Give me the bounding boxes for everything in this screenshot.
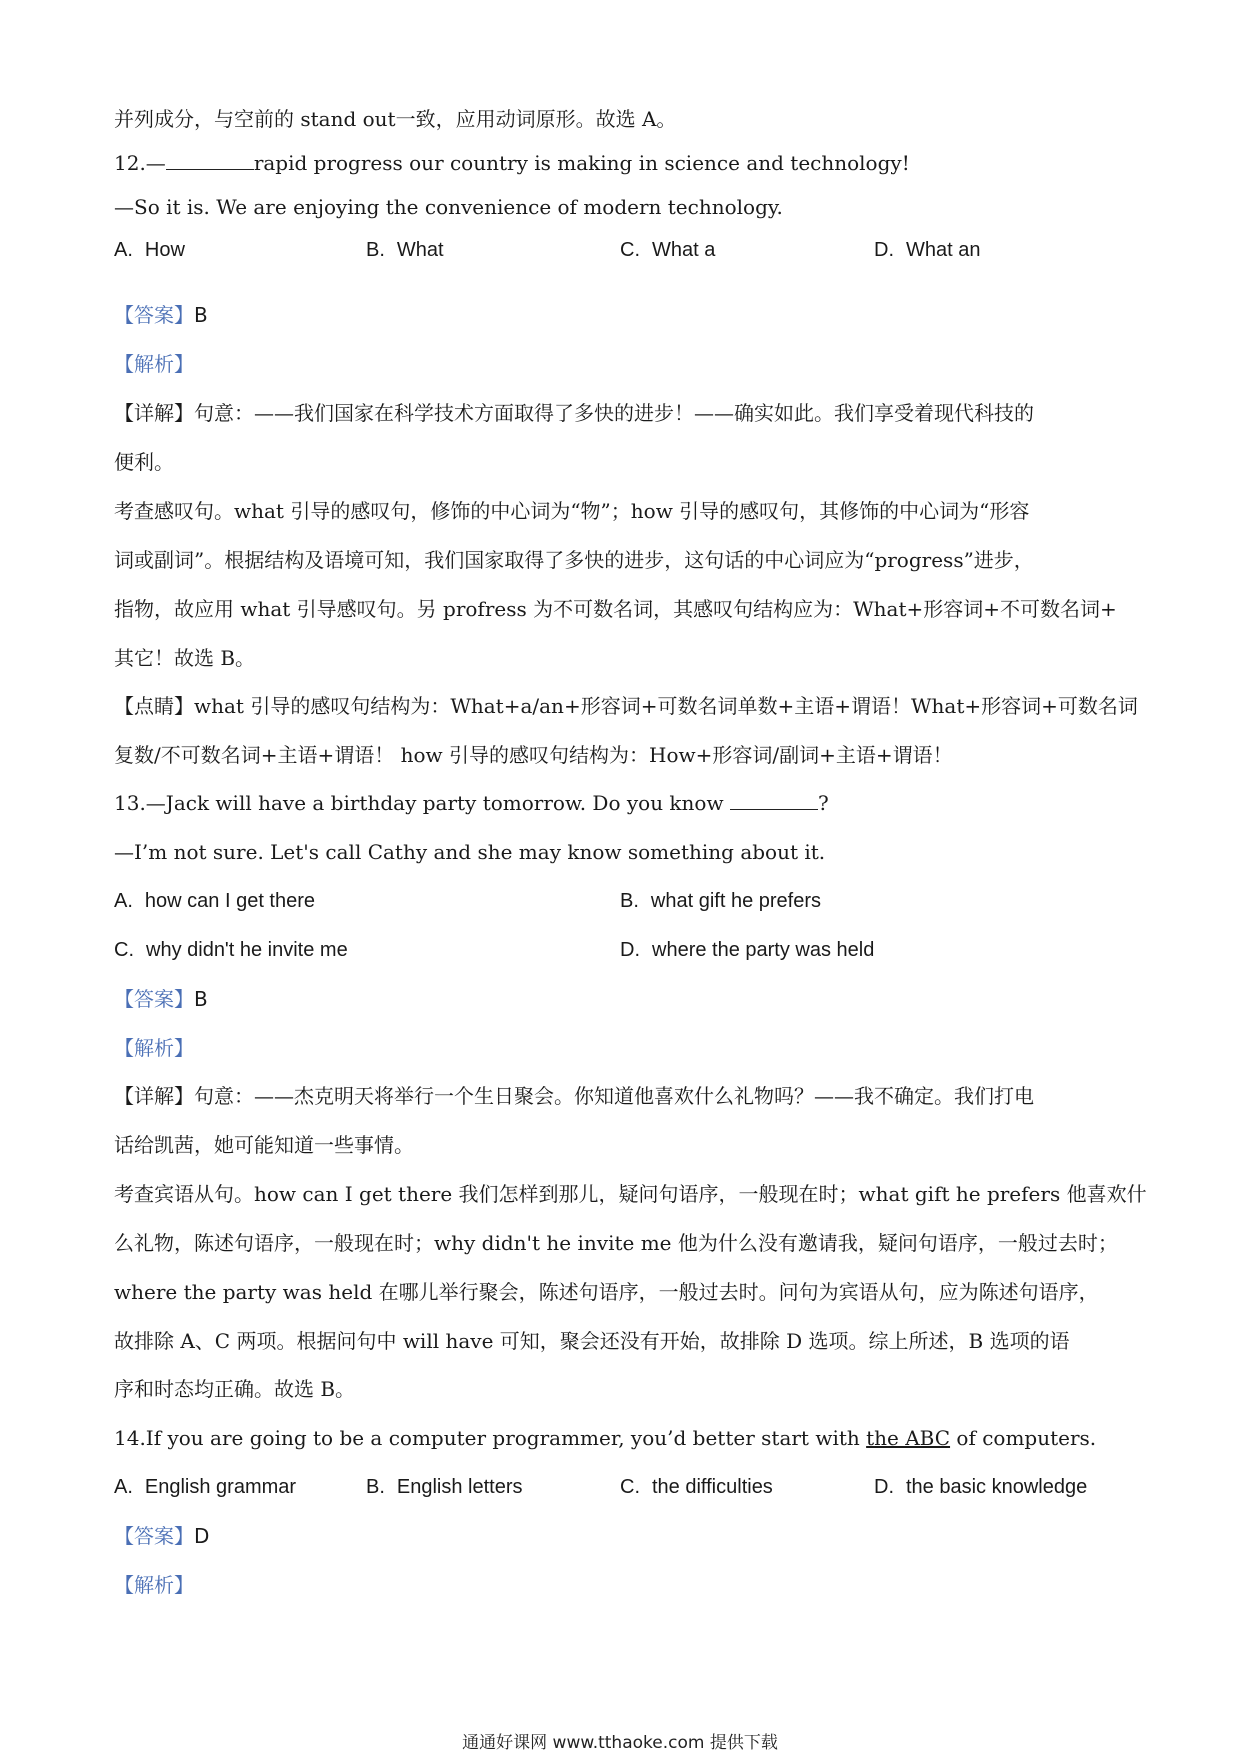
text-line: 并列成分，与空前的 stand out一致，应用动词原形。故选 A。 <box>114 107 677 131</box>
text-line: 其它！故选 B。 <box>114 646 256 670</box>
question-number: 12.— <box>114 151 166 175</box>
q12-detail: 【详解】句意：——我们国家在科学技术方面取得了多快的进步！——确实如此。我们享受着现代科技的 <box>114 401 1034 425</box>
q12-answer <box>114 301 1134 329</box>
answer-blank <box>730 791 818 810</box>
q13-option-a: A. how can I get there <box>114 890 316 912</box>
q14-option-b: B. English letters <box>366 1476 523 1498</box>
q12-option-d: D. What an <box>874 239 981 261</box>
detail-tag: 【详解】 <box>114 401 194 425</box>
text-line: 指物，故应用 what 引导感叹句。另 profress 为不可数名词，其感叹句结构应为：What+形容词+不可数名词+ <box>114 597 1117 621</box>
text-line: 词或副词”。根据结构及语境可知，我们国家取得了多快的进步，这句话的中心词应为“progress”进步， <box>114 548 1034 572</box>
underlined-phrase: the ABC <box>866 1426 951 1450</box>
answer-value: D <box>194 1524 210 1548</box>
q13-detail: 【详解】句意：——杰克明天将举行一个生日聚会。你知道他喜欢什么礼物吗？——我不确定。我们打电 <box>114 1084 1034 1108</box>
question-text: rapid progress our country is making in science and technology! <box>253 151 910 175</box>
q12-option-c: C. What a <box>620 239 716 261</box>
q12-option-b: B. What <box>366 239 444 261</box>
q14-option-a: A. English grammar <box>114 1476 297 1498</box>
text-line: 话给凯茜，她可能知道一些事情。 <box>114 1133 414 1157</box>
analysis-tag: 【解析】 <box>114 352 194 376</box>
detail-tag: 【详解】 <box>114 1084 194 1108</box>
analysis-tag: 【解析】 <box>114 1573 194 1597</box>
q14-analysis <box>114 1571 1134 1599</box>
q13-answer <box>114 985 1134 1013</box>
analysis-tag: 【解析】 <box>114 1036 194 1060</box>
text-line: where the party was held 在哪儿举行聚会，陈述句语序，一般过去时。问句为宾语从句，应为陈述句语序， <box>114 1280 1099 1304</box>
page-footer: 通通好课网 www.tthaoke.com 提供下载 <box>462 1733 778 1753</box>
answer-value: B <box>194 303 208 327</box>
q12-analysis <box>114 350 1134 378</box>
answer-tag: 【答案】 <box>114 303 194 327</box>
q12-option-a: A. How <box>114 239 185 261</box>
text-line: 故排除 A、C 两项。根据问句中 will have 可知，聚会还没有开始，故排除 D 选项。综上所述，B 选项的语 <box>114 1329 1070 1353</box>
q13-analysis <box>114 1034 1134 1062</box>
tip-tag: 【点睛】 <box>114 694 194 718</box>
question-13: 13.—Jack will have a birthday party tomorrow. Do you know ? <box>114 791 829 815</box>
question-text: 14.If you are going to be a computer programmer, you’d better start with <box>114 1426 867 1450</box>
q13-option-d: D. where the party was held <box>620 939 875 961</box>
question-14: 14.If you are going to be a computer programmer, you’d better start with the ABC of computers. <box>114 1426 1097 1450</box>
q13-option-c: C. why didn't he invite me <box>114 939 348 961</box>
text-line: 考查感叹句。what 引导的感叹句，修饰的中心词为“物”；how 引导的感叹句，其修饰的中心词为“形容 <box>114 499 1030 523</box>
answer-blank <box>166 151 254 170</box>
q14-option-d: D. the basic knowledge <box>874 1476 1088 1498</box>
q12-tip: 【点睛】what 引导的感叹句结构为：What+a/an+形容词+可数名词单数+主语+谓语！What+形容词+可数名词 <box>114 694 1138 718</box>
q14-option-c: C. the difficulties <box>620 1476 773 1498</box>
answer-tag: 【答案】 <box>114 987 194 1011</box>
text-line: 复数/不可数名词+主语+谓语！ how 引导的感叹句结构为：How+形容词/副词+主语+谓语！ <box>114 743 953 767</box>
text-line: 么礼物，陈述句语序，一般现在时；why didn't he invite me 他为什么没有邀请我，疑问句语序，一般过去时； <box>114 1231 1118 1255</box>
text-line: 考查宾语从句。how can I get there 我们怎样到那儿，疑问句语序，一般现在时；what gift he prefers 他喜欢什 <box>114 1182 1147 1206</box>
answer-tag: 【答案】 <box>114 1524 194 1548</box>
text-line: 便利。 <box>114 450 174 474</box>
q14-answer <box>114 1522 1134 1550</box>
question-13-reply: —I’m not sure. Let's call Cathy and she may know something about it. <box>114 840 826 864</box>
q13-option-b: B. what gift he prefers <box>620 890 821 912</box>
answer-value: B <box>194 987 208 1011</box>
question-text: 13.—Jack will have a birthday party tomorrow. Do you know <box>114 791 730 815</box>
question-12 <box>114 149 1134 177</box>
text-line: 序和时态均正确。故选 B。 <box>114 1377 356 1401</box>
question-12-reply: —So it is. We are enjoying the convenience of modern technology. <box>114 195 783 219</box>
